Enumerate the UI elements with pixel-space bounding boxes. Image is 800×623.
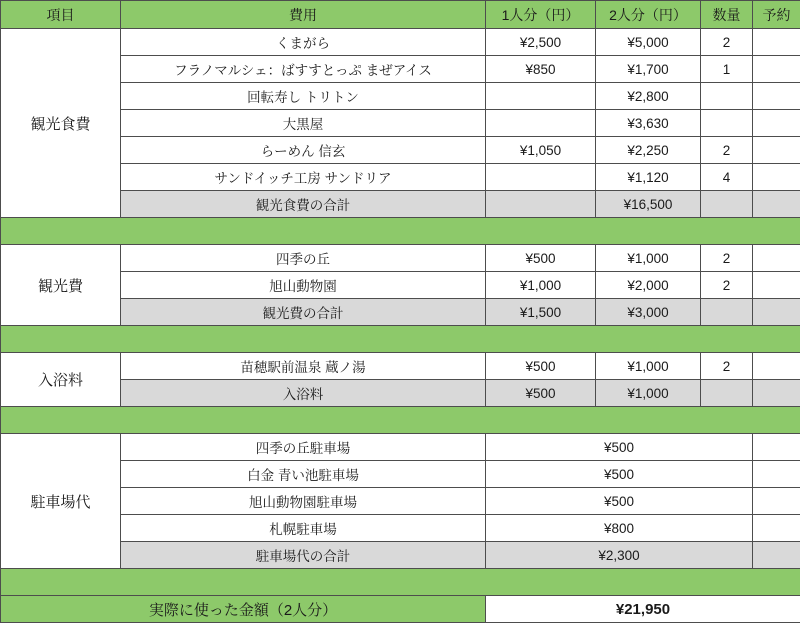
column-header-cost: 費用 [121, 1, 486, 29]
subtotal-row [1, 542, 800, 569]
subtotal-amount: ¥2,300 [486, 542, 753, 569]
subtotal-two-person: ¥16,500 [596, 191, 701, 218]
item-reservation [753, 461, 800, 488]
subtotal-quantity [701, 380, 753, 407]
column-header-item: 項目 [1, 1, 121, 29]
table-row [1, 29, 800, 56]
item-reservation [753, 83, 800, 110]
grand-total-value: ¥21,950 [486, 596, 800, 623]
section-divider [1, 569, 800, 596]
item-reservation [753, 488, 800, 515]
item-quantity: 1 [701, 56, 753, 83]
item-amount: ¥500 [486, 461, 753, 488]
section-divider [1, 407, 800, 434]
subtotal-reservation [753, 299, 800, 326]
category-label-bath: 入浴料 [1, 353, 121, 407]
subtotal-label: 駐車場代の合計 [121, 542, 486, 569]
subtotal-quantity [701, 299, 753, 326]
subtotal-label: 入浴料 [121, 380, 486, 407]
item-quantity: 2 [701, 353, 753, 380]
item-two-person: ¥2,000 [596, 272, 701, 299]
item-reservation [753, 110, 800, 137]
item-name: フラノマルシェ：ばすすとっぷ まぜアイス [121, 56, 486, 83]
item-name: 白金 青い池駐車場 [121, 461, 486, 488]
table-row [1, 272, 800, 299]
item-two-person: ¥5,000 [596, 29, 701, 56]
subtotal-row [1, 380, 800, 407]
item-reservation [753, 515, 800, 542]
subtotal-label: 観光費の合計 [121, 299, 486, 326]
section-divider-cell [1, 326, 800, 353]
item-one-person [486, 110, 596, 137]
item-name: サンドイッチ工房 サンドリア [121, 164, 486, 191]
table-row [1, 515, 800, 542]
table-row [1, 461, 800, 488]
subtotal-one-person: ¥1,500 [486, 299, 596, 326]
item-reservation [753, 353, 800, 380]
item-name: 四季の丘 [121, 245, 486, 272]
subtotal-two-person: ¥3,000 [596, 299, 701, 326]
table-row [1, 137, 800, 164]
item-one-person [486, 164, 596, 191]
subtotal-one-person [486, 191, 596, 218]
subtotal-row [1, 191, 800, 218]
item-quantity: 2 [701, 272, 753, 299]
item-one-person: ¥850 [486, 56, 596, 83]
item-quantity [701, 83, 753, 110]
table-header-row [1, 1, 800, 29]
item-amount: ¥500 [486, 488, 753, 515]
item-reservation [753, 137, 800, 164]
subtotal-reservation [753, 191, 800, 218]
category-label-parking: 駐車場代 [1, 434, 121, 569]
section-divider-cell [1, 569, 800, 596]
item-name: 札幌駐車場 [121, 515, 486, 542]
item-one-person: ¥1,050 [486, 137, 596, 164]
table-row [1, 83, 800, 110]
subtotal-label: 観光食費の合計 [121, 191, 486, 218]
table-row [1, 353, 800, 380]
table-row [1, 164, 800, 191]
item-reservation [753, 164, 800, 191]
section-divider-cell [1, 407, 800, 434]
item-one-person: ¥2,500 [486, 29, 596, 56]
item-two-person: ¥2,250 [596, 137, 701, 164]
grand-total-row [1, 596, 800, 623]
subtotal-one-person: ¥500 [486, 380, 596, 407]
item-reservation [753, 272, 800, 299]
subtotal-row [1, 299, 800, 326]
column-header-reservation: 予約 [753, 1, 800, 29]
table-row [1, 110, 800, 137]
grand-total-label: 実際に使った金額（2人分） [1, 596, 486, 623]
item-name: 苗穂駅前温泉 蔵ノ湯 [121, 353, 486, 380]
item-reservation [753, 245, 800, 272]
item-two-person: ¥2,800 [596, 83, 701, 110]
item-one-person: ¥500 [486, 353, 596, 380]
item-amount: ¥800 [486, 515, 753, 542]
item-quantity: 2 [701, 29, 753, 56]
item-one-person: ¥1,000 [486, 272, 596, 299]
section-divider [1, 326, 800, 353]
item-reservation [753, 29, 800, 56]
item-name: くまがら [121, 29, 486, 56]
table-row [1, 434, 800, 461]
subtotal-quantity [701, 191, 753, 218]
item-name: 旭山動物園駐車場 [121, 488, 486, 515]
item-name: 回転寿し トリトン [121, 83, 486, 110]
item-two-person: ¥3,630 [596, 110, 701, 137]
item-one-person: ¥500 [486, 245, 596, 272]
item-two-person: ¥1,000 [596, 245, 701, 272]
section-divider-cell [1, 218, 800, 245]
item-two-person: ¥1,000 [596, 353, 701, 380]
item-name: 大黒屋 [121, 110, 486, 137]
item-one-person [486, 83, 596, 110]
subtotal-reservation [753, 380, 800, 407]
item-two-person: ¥1,700 [596, 56, 701, 83]
item-two-person: ¥1,120 [596, 164, 701, 191]
item-name: 四季の丘駐車場 [121, 434, 486, 461]
item-reservation [753, 434, 800, 461]
subtotal-reservation [753, 542, 800, 569]
item-quantity [701, 110, 753, 137]
category-label-food: 観光食費 [1, 29, 121, 218]
item-quantity: 2 [701, 245, 753, 272]
subtotal-two-person: ¥1,000 [596, 380, 701, 407]
table-row [1, 56, 800, 83]
section-divider [1, 218, 800, 245]
item-name: らーめん 信玄 [121, 137, 486, 164]
column-header-quantity: 数量 [701, 1, 753, 29]
column-header-one-person: 1人分（円） [486, 1, 596, 29]
item-quantity: 4 [701, 164, 753, 191]
table-row [1, 245, 800, 272]
column-header-two-person: 2人分（円） [596, 1, 701, 29]
item-reservation [753, 56, 800, 83]
category-label-sightseeing: 観光費 [1, 245, 121, 326]
item-amount: ¥500 [486, 434, 753, 461]
table-row [1, 488, 800, 515]
item-quantity: 2 [701, 137, 753, 164]
item-name: 旭山動物園 [121, 272, 486, 299]
